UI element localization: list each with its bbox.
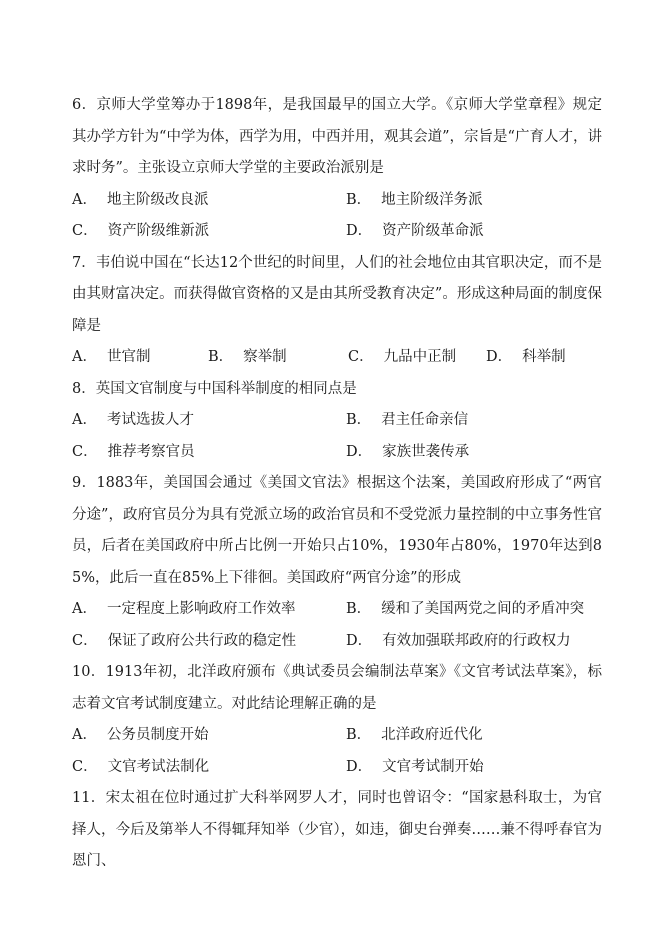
option-a[interactable]: A． 地主阶级改良派 [72, 191, 209, 208]
question-11 [72, 783, 602, 878]
option-list [72, 342, 602, 374]
question-8 [72, 374, 602, 469]
option-list [72, 720, 602, 783]
option-a[interactable]: A． 考试选拔人才 [72, 412, 194, 428]
option-c[interactable]: C． 保证了政府公共行政的稳定性 [72, 632, 297, 649]
option-d[interactable]: D． 有效加强联邦政府的行政权力 [346, 632, 571, 649]
option-b[interactable]: B． 君主任命亲信 [346, 412, 469, 428]
option-c[interactable]: C． 资产阶级维新派 [72, 223, 210, 239]
option-b[interactable]: B． 地主阶级洋务派 [346, 191, 483, 208]
option-d[interactable]: D． 科举制 [486, 349, 566, 365]
question-6 [72, 90, 602, 248]
option-d[interactable]: D． 文官考试制开始 [346, 758, 484, 775]
option-c[interactable]: C． 九品中正制 [348, 349, 457, 365]
option-a[interactable]: A． 公务员制度开始 [72, 727, 209, 743]
option-a[interactable]: A． 一定程度上影响政府工作效率 [72, 601, 296, 617]
option-list [72, 185, 602, 248]
option-a[interactable]: A． 世官制 [72, 349, 151, 365]
option-d[interactable]: D． 家族世袭传承 [346, 443, 470, 460]
option-list [72, 405, 602, 468]
option-b[interactable]: B． 缓和了美国两党之间的矛盾冲突 [346, 601, 585, 617]
question-stem: 7．韦伯说中国在“长达12个世纪的时间里，人们的社会地位由其官职决定，而不是由其财富决定。而获得做官资格的又是由其所受教育决定”。形成这种局面的制度保障是 [72, 254, 602, 334]
question-stem: 6．京师大学堂筹办于1898年，是我国最早的国立大学。《京师大学堂章程》规定其办学方针为“中学为体，西学为用，中西并用，观其会道”，宗旨是“广育人才，讲求时务”。主张设立京师大学堂的主要政治派别是 [72, 97, 602, 176]
option-c[interactable]: C． 推荐考察官员 [72, 443, 195, 460]
option-c[interactable]: C． 文官考试法制化 [72, 758, 210, 775]
question-9 [72, 468, 602, 657]
question-stem: 8．英国文官制度与中国科举制度的相同点是 [72, 380, 357, 397]
question-stem: 10．1913年初，北洋政府颁布《典试委员会编制法草案》《文官考试法草案》，标志着文官考试制度建立。对此结论理解正确的是 [72, 664, 602, 712]
question-7 [72, 248, 602, 374]
question-10 [72, 657, 602, 783]
question-stem: 9．1883年，美国国会通过《美国文官法》根据这个法案，美国政府形成了“两官分途”，政府官员分为具有党派立场的政治官员和不受党派力量控制的中立事务性官员，后者在美国政府中所占比例一开始只占10%，1930年占80%，1970年达到85%，此后一直在85%上下徘徊。美国政府“两官分途”的形成 [72, 475, 602, 586]
option-b[interactable]: B． 察举制 [208, 349, 287, 365]
option-b[interactable]: B． 北洋政府近代化 [346, 727, 483, 743]
option-list [72, 594, 602, 657]
question-stem: 11．宋太祖在位时通过扩大科举网罗人才，同时也曾诏令：“国家悬科取士，为官择人，今后及第举人不得辄拜知举（少官），如违，御史台弹奏……兼不得呼春官为恩门、 [72, 790, 602, 869]
option-d[interactable]: D． 资产阶级革命派 [346, 223, 484, 239]
exam-page [72, 90, 602, 878]
